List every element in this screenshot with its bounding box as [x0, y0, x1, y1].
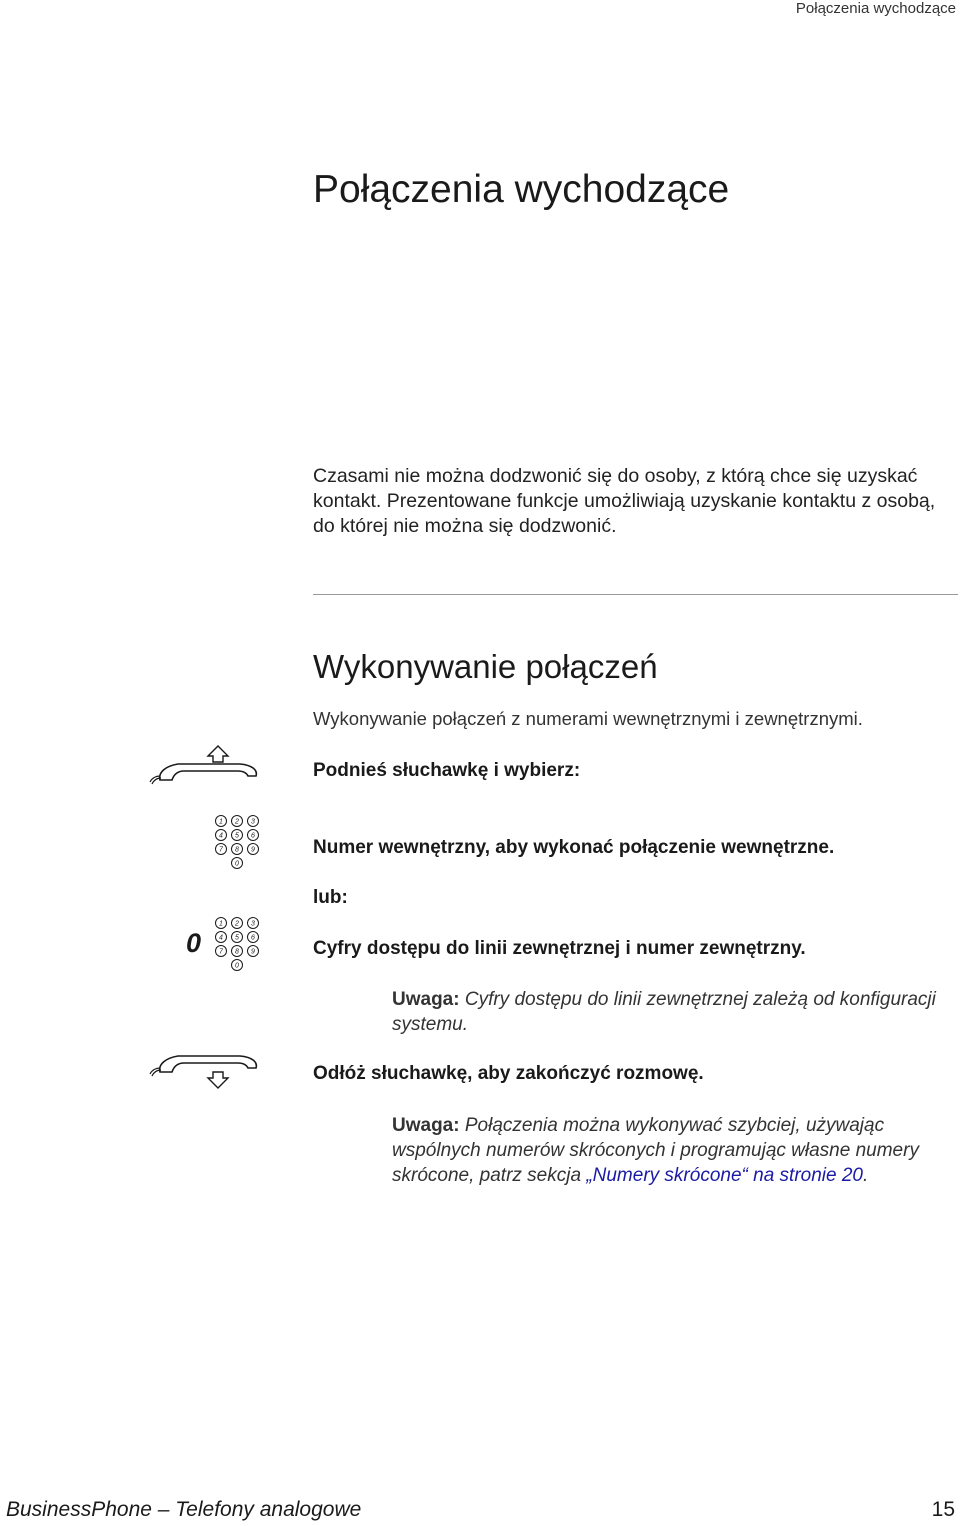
page-title: Połączenia wychodzące [313, 168, 730, 211]
keypad-key-1 [216, 918, 227, 929]
keypad-key-1 [216, 816, 227, 827]
note-speed-dial [392, 1113, 952, 1188]
step-or: lub: [313, 887, 348, 908]
svg-text:9: 9 [251, 948, 255, 956]
svg-text:2: 2 [235, 818, 239, 826]
keypad-key-7 [216, 946, 227, 957]
note-label: Uwaga: [392, 1115, 460, 1136]
svg-text:4: 4 [219, 934, 223, 942]
svg-text:6: 6 [251, 832, 255, 840]
note-access-digits [392, 987, 952, 1037]
svg-text:8: 8 [235, 846, 239, 854]
keypad-key-2 [232, 918, 243, 929]
svg-text:7: 7 [219, 846, 223, 854]
handset-replace-icon [148, 1046, 260, 1094]
step-replace-handset: Odłóż słuchawkę, aby zakończyć rozmowę. [313, 1063, 704, 1084]
keypad-key-0 [232, 858, 243, 869]
svg-text:1: 1 [219, 920, 223, 928]
note-text: Cyfry dostępu do linii zewnętrznej zależą od konfiguracji systemu. [392, 989, 936, 1035]
svg-text:0: 0 [235, 860, 239, 868]
zero-prefix: 0 [186, 928, 202, 958]
keypad-key-3 [248, 816, 259, 827]
svg-text:4: 4 [219, 832, 223, 840]
keypad-icon [212, 914, 262, 976]
intro-paragraph: Czasami nie można dodzwonić się do osoby, z którą chce się uzyskać kontakt. Prezentowane funkcje umożliwiają uzyskanie kontaktu z osobą, do której nie można się dodzwonić. [313, 465, 936, 537]
keypad-key-4 [216, 830, 227, 841]
keypad-key-2 [232, 816, 243, 827]
note-end: . [862, 1165, 869, 1186]
step-lift-handset: Podnieś słuchawkę i wybierz: [313, 760, 581, 781]
speed-dial-link[interactable]: „Numery skrócone“ na stronie 20 [586, 1165, 863, 1186]
keypad-key-7 [216, 844, 227, 855]
section-title: Wykonywanie połączeń [313, 648, 658, 685]
section-divider [313, 594, 958, 595]
keypad-key-3 [248, 918, 259, 929]
section-description: Wykonywanie połączeń z numerami wewnętrznymi i zewnętrznymi. [313, 708, 863, 729]
keypad-key-5 [232, 830, 243, 841]
keypad-key-8 [232, 946, 243, 957]
note-label: Uwaga: [392, 989, 460, 1010]
note-text: Połączenia można wykonywać szybciej, używając wspólnych numerów skróconych i programując własne numery skrócone, patrz sekcja [392, 1115, 919, 1186]
keypad-key-0 [232, 960, 243, 971]
keypad-icon [212, 812, 262, 874]
running-header: Połączenia wychodzące [795, 0, 956, 17]
svg-text:8: 8 [235, 948, 239, 956]
page-number: 15 [931, 1498, 955, 1521]
handset-lift-icon [148, 736, 260, 784]
step-external-number: Cyfry dostępu do linii zewnętrznej i numer zewnętrzny. [313, 938, 806, 959]
svg-text:0: 0 [235, 962, 239, 970]
keypad-key-5 [232, 932, 243, 943]
footer-title: BusinessPhone – Telefony analogowe [6, 1498, 362, 1521]
keypad-key-6 [248, 830, 259, 841]
step-internal-number: Numer wewnętrzny, aby wykonać połączenie wewnętrzne. [313, 837, 835, 858]
keypad-key-8 [232, 844, 243, 855]
keypad-key-6 [248, 932, 259, 943]
svg-text:1: 1 [219, 818, 223, 826]
keypad-key-4 [216, 932, 227, 943]
svg-text:3: 3 [251, 818, 255, 826]
keypad-key-9 [248, 844, 259, 855]
svg-text:7: 7 [219, 948, 223, 956]
svg-text:3: 3 [251, 920, 255, 928]
keypad-key-9 [248, 946, 259, 957]
svg-text:9: 9 [251, 846, 255, 854]
svg-text:2: 2 [235, 920, 239, 928]
svg-text:5: 5 [235, 934, 239, 942]
svg-text:5: 5 [235, 832, 239, 840]
svg-text:6: 6 [251, 934, 255, 942]
